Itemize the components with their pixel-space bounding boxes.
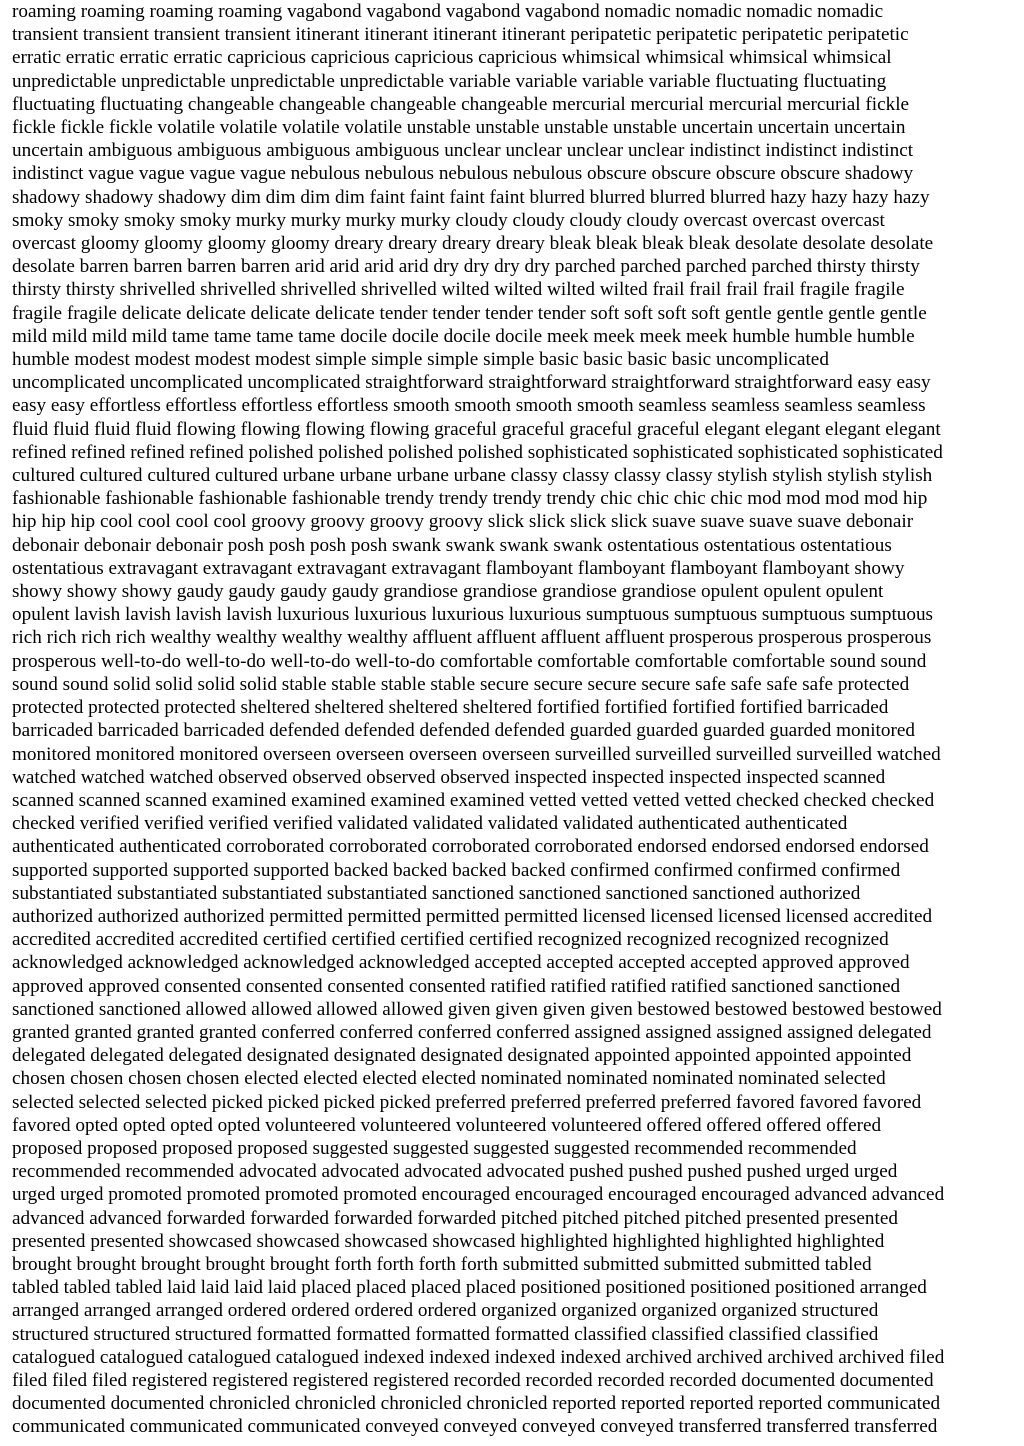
text-line: uncertain ambiguous ambiguous ambiguous ambiguous unclear unclear unclear unclear indistinct indistinct indistinct xyxy=(12,140,914,162)
text-line: showy showy showy gaudy gaudy gaudy gaudy grandiose grandiose grandiose grandiose opulent opulent opulent xyxy=(12,581,884,603)
text-line: selected selected selected picked picked picked picked preferred preferred preferred preferred favored favored favored xyxy=(12,1091,922,1113)
text-line: unpredictable unpredictable unpredictable unpredictable variable variable variable variable fluctuating fluctuating xyxy=(12,70,887,92)
body-text xyxy=(12,0,1014,1439)
text-line: chosen chosen chosen chosen elected elected elected elected nominated nominated nominated nominated selected xyxy=(12,1068,886,1090)
text-line: hip hip hip cool cool cool cool groovy groovy groovy groovy slick slick slick slick suave suave suave suave debonair xyxy=(12,511,914,533)
text-line: overcast gloomy gloomy gloomy gloomy dreary dreary dreary dreary bleak bleak bleak bleak desolate desolate desolate xyxy=(12,233,934,255)
text-line: fickle fickle fickle volatile volatile volatile volatile unstable unstable unstable unstable uncertain uncertain uncertain xyxy=(12,117,906,139)
text-line: thirsty thirsty shrivelled shrivelled shrivelled shrivelled wilted wilted wilted wilted frail frail frail frail fragile fragile xyxy=(12,279,905,301)
text-line: authenticated authenticated corroborated corroborated corroborated corroborated endorsed endorsed endorsed endorsed xyxy=(12,836,929,858)
text-line: barricaded barricaded barricaded defended defended defended defended guarded guarded guarded guarded monitored xyxy=(12,720,915,742)
text-line: catalogued catalogued catalogued catalogued indexed indexed indexed indexed archived archived archived archived filed xyxy=(12,1346,945,1368)
text-line: communicated communicated communicated conveyed conveyed conveyed conveyed transferred transferred transferred xyxy=(12,1416,938,1438)
text-line: protected protected protected sheltered sheltered sheltered sheltered fortified fortified fortified fortified barricaded xyxy=(12,697,889,719)
text-line: fashionable fashionable fashionable fashionable trendy trendy trendy trendy chic chic chic chic mod mod mod mod hip xyxy=(12,488,928,510)
text-line: brought brought brought brought brought forth forth forth forth submitted submitted submitted submitted tabled xyxy=(12,1253,872,1275)
text-line: roaming roaming roaming roaming vagabond vagabond vagabond vagabond nomadic nomadic nomadic nomadic xyxy=(12,1,884,22)
text-line: advanced advanced forwarded forwarded forwarded forwarded pitched pitched pitched pitched presented presented xyxy=(12,1207,898,1229)
text-line: uncomplicated uncomplicated uncomplicated straightforward straightforward straightforward straightforward easy easy xyxy=(12,372,931,394)
text-line: favored opted opted opted opted volunteered volunteered volunteered volunteered offered offered offered offered xyxy=(12,1114,882,1136)
text-line: indistinct vague vague vague vague nebulous nebulous nebulous nebulous obscure obscure obscure obscure shadowy xyxy=(12,163,914,185)
text-line: fragile fragile delicate delicate delicate delicate tender tender tender tender soft soft soft soft gentle gentle gentle gentle xyxy=(12,302,927,324)
text-line: mild mild mild mild tame tame tame tame docile docile docile docile meek meek meek meek humble humble humble xyxy=(12,325,915,347)
text-line: prosperous well-to-do well-to-do well-to-do well-to-do comfortable comfortable comfortable comfortable sound sound xyxy=(12,650,927,672)
text-line: granted granted granted granted conferred conferred conferred conferred assigned assigned assigned assigned delegated xyxy=(12,1021,932,1043)
text-line: sound sound solid solid solid solid stable stable stable stable secure secure secure secure safe safe safe safe protected xyxy=(12,673,910,695)
text-line: scanned scanned scanned examined examined examined examined vetted vetted vetted vetted checked checked checked xyxy=(12,789,935,811)
text-line: urged urged promoted promoted promoted promoted encouraged encouraged encouraged encouraged advanced advanced xyxy=(12,1184,945,1206)
text-line: ostentatious extravagant extravagant extravagant extravagant flamboyant flamboyant flamboyant flamboyant showy xyxy=(12,557,905,579)
text-line: authorized authorized authorized permitted permitted permitted permitted licensed licensed licensed licensed accredited xyxy=(12,905,933,927)
text-line: smoky smoky smoky smoky murky murky murky murky cloudy cloudy cloudy cloudy overcast overcast overcast xyxy=(12,209,885,231)
text-line: acknowledged acknowledged acknowledged acknowledged accepted accepted accepted accepted approved approved xyxy=(12,952,910,974)
text-line: debonair debonair debonair posh posh posh posh swank swank swank swank ostentatious ostentatious ostentatious xyxy=(12,534,892,556)
text-line: transient transient transient transient itinerant itinerant itinerant itinerant peripatetic peripatetic peripatetic peripatetic xyxy=(12,24,909,46)
text-line: rich rich rich rich wealthy wealthy wealthy wealthy affluent affluent affluent affluent prosperous prosperous prosperous xyxy=(12,627,932,649)
text-line: recommended recommended advocated advocated advocated advocated pushed pushed pushed pushed urged urged xyxy=(12,1161,898,1183)
text-line: documented documented chronicled chronicled chronicled chronicled reported reported reported reported communicated xyxy=(12,1393,941,1415)
text-line: refined refined refined refined polished polished polished polished sophisticated sophisticated sophisticated sophisticated xyxy=(12,441,943,463)
text-line: shadowy shadowy shadowy dim dim dim dim faint faint faint faint blurred blurred blurred blurred hazy hazy hazy hazy xyxy=(12,186,930,208)
text-line: substantiated substantiated substantiated substantiated sanctioned sanctioned sanctioned sanctioned authorized xyxy=(12,882,861,904)
text-line: approved approved consented consented consented consented ratified ratified ratified ratified sanctioned sanctioned xyxy=(12,975,901,997)
text-line: desolate barren barren barren barren arid arid arid arid dry dry dry dry parched parched parched parched thirsty thirsty xyxy=(12,256,920,278)
text-line: delegated delegated delegated designated designated designated designated appointed appointed appointed appointed xyxy=(12,1045,912,1067)
text-line: monitored monitored monitored overseen overseen overseen overseen surveilled surveilled surveilled surveilled watched xyxy=(12,743,941,765)
text-line: tabled tabled tabled laid laid laid laid placed placed placed placed positioned positioned positioned positioned arranged xyxy=(12,1277,927,1299)
text-line: structured structured structured formatted formatted formatted formatted classified classified classified classified xyxy=(12,1323,879,1345)
text-line: proposed proposed proposed proposed suggested suggested suggested suggested recommended recommended xyxy=(12,1137,857,1159)
text-line: opulent lavish lavish lavish lavish luxurious luxurious luxurious luxurious sumptuous sumptuous sumptuous sumptuous xyxy=(12,604,934,626)
text-line: fluctuating fluctuating changeable changeable changeable changeable mercurial mercurial mercurial mercurial fickle xyxy=(12,93,910,115)
text-line: sanctioned sanctioned allowed allowed allowed allowed given given given given bestowed bestowed bestowed bestowed xyxy=(12,998,942,1020)
text-line: checked verified verified verified verified validated validated validated validated authenticated authenticated xyxy=(12,813,848,835)
text-line: arranged arranged arranged ordered ordered ordered ordered organized organized organized organized structured xyxy=(12,1300,879,1322)
text-line: watched watched watched observed observed observed observed inspected inspected inspected inspected scanned xyxy=(12,766,886,788)
text-line: accredited accredited accredited certified certified certified certified recognized recognized recognized recognized xyxy=(12,929,889,951)
text-line: filed filed filed registered registered registered registered recorded recorded recorded recorded documented documented xyxy=(12,1369,934,1391)
text-line: supported supported supported supported backed backed backed backed confirmed confirmed confirmed confirmed xyxy=(12,859,901,881)
text-line: presented presented showcased showcased showcased showcased highlighted highlighted highlighted highlighted xyxy=(12,1230,885,1252)
text-line: erratic erratic erratic erratic capricious capricious capricious capricious whimsical whimsical whimsical whimsical xyxy=(12,47,892,69)
text-line: cultured cultured cultured cultured urbane urbane urbane urbane classy classy classy classy stylish stylish stylish stylish xyxy=(12,465,933,487)
text-line: easy easy effortless effortless effortless effortless smooth smooth smooth smooth seamless seamless seamless seamless xyxy=(12,395,926,417)
text-line: humble modest modest modest modest simple simple simple simple basic basic basic basic uncomplicated xyxy=(12,349,829,371)
text-line: fluid fluid fluid fluid flowing flowing flowing flowing graceful graceful graceful graceful elegant elegant elegant elegant xyxy=(12,418,941,440)
